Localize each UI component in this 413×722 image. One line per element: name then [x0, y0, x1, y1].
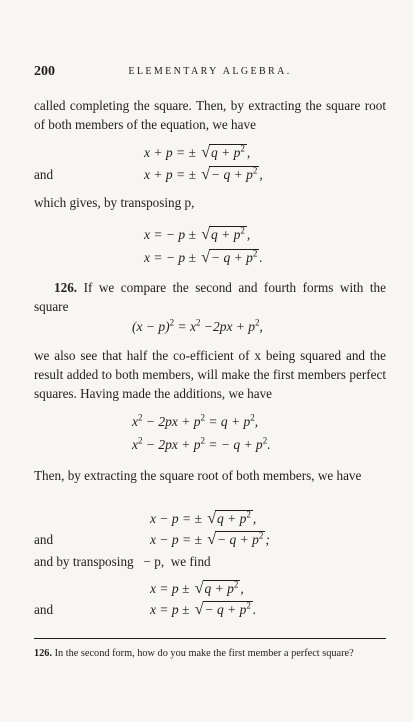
eq11-label: and: [34, 602, 54, 617]
paragraph-coefficient: we also see that half the co-efficient of x being squared and the result added to both members, will make the first members perfect squares. Having made the additions, we have: [34, 348, 386, 401]
radical-sign: √: [207, 510, 217, 527]
equation-3: x = − $p \pm √q + p^2$ ,: [144, 225, 251, 243]
page-header: [34, 64, 386, 82]
radical-sign: √: [194, 601, 204, 618]
running-title: ELEMENTARY ALGEBRA.: [128, 66, 292, 77]
equation-9: and x − p = ± √− $q + p^2$ ;: [34, 530, 270, 548]
equation-7: $x^2 - 2px + p^2$ = − $q + p^2$.: [132, 435, 271, 452]
book-page: [34, 0, 386, 722]
page-number: 200: [34, 64, 55, 79]
radical-sign: √: [201, 249, 211, 266]
footnote-divider: [34, 638, 386, 639]
radical-sign: √: [207, 531, 217, 548]
equation-8: x − p = ± $√q + p^2$ ,: [150, 509, 257, 527]
footnote: [34, 646, 386, 661]
radical-sign: √: [201, 166, 211, 183]
footnote-text: In the second form, how do you make the first member a perfect square?: [52, 648, 354, 659]
eq2-label: and: [34, 167, 54, 182]
equation-10: $x = p \pm √q + p^2$ ,: [150, 579, 244, 597]
equation-4: x = − p ± √− $q + p^2$ .: [144, 248, 263, 266]
paragraph-transposing: which gives, by transposing p,: [34, 195, 195, 210]
radical-sign: √: [194, 580, 204, 597]
eq1-radicand: q + p: [211, 145, 241, 160]
equation-6: $x^2 - 2px + p^2 = q + p^2$,: [132, 412, 259, 429]
equation-11: and x = p ± √− $q + p^2$ .: [34, 600, 257, 618]
equation-1: x + p = ± $√q + p^2$ ,: [144, 143, 251, 161]
paragraph-extracting: Then, by extracting the square root of both members, we have: [34, 468, 362, 483]
paragraph-126: 126. If we compare the second and fourth forms with the square: [34, 280, 386, 314]
paragraph-completing-square: called completing the square. Then, by extracting the square root of both members of the equation, we have: [34, 98, 386, 132]
footnote-number: 126.: [34, 648, 53, 659]
eq9-label: and: [34, 532, 54, 547]
section-number: 126.: [54, 280, 78, 295]
eq1-left: x + p = ±: [144, 145, 200, 160]
paragraph-find: and by transposing − p, we find: [34, 554, 211, 569]
equation-5: $(x - p)^2 = x^2 -2px + p^2$,: [132, 317, 263, 334]
radical-sign: √: [201, 226, 211, 243]
radical-sign: √: [201, 144, 211, 161]
equation-2: and x + p = ± √− $q + p^2$ ,: [34, 165, 263, 183]
